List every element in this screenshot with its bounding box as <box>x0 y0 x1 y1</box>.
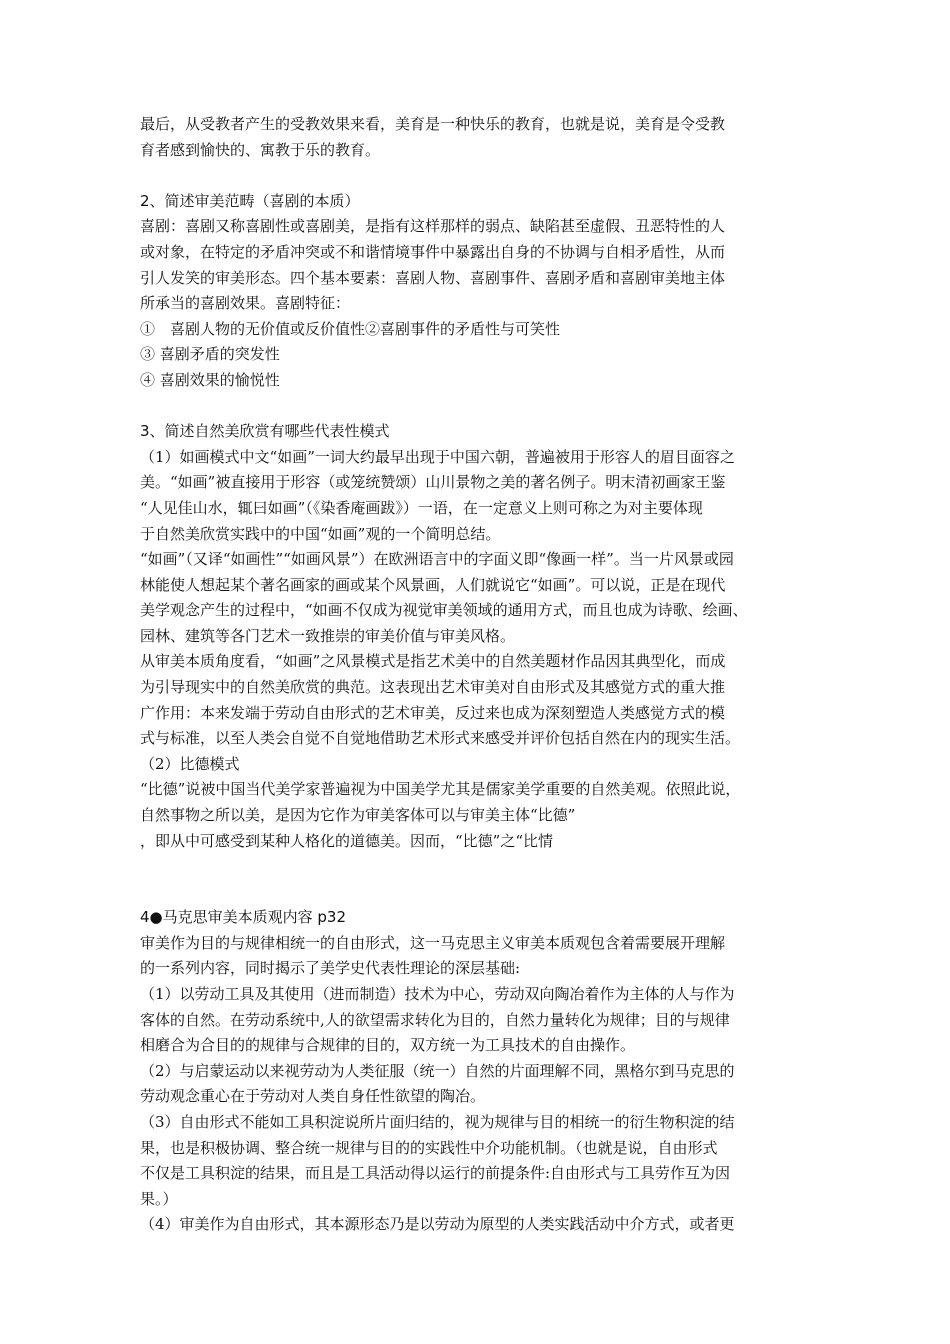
blank-line <box>140 394 830 420</box>
paragraph-line: 喜剧：喜剧又称喜剧性或喜剧美，是指有这样那样的弱点、缺陷甚至虚假、丑恶特性的人 <box>140 217 726 236</box>
paragraph-line: 广作用：本来发端于劳动自由形式的艺术审美，反过来也成为深刻塑造人类感觉方式的模 <box>140 703 726 722</box>
subsection-heading: （2）比德模式 <box>140 754 240 773</box>
paragraph-line: “如画”（又译“如画性”“如画风景”）在欧洲语言中的字面义即“像画一样”。当一片风景或园 <box>140 550 734 569</box>
paragraph-line: （3）自由形式不能如工具积淀说所片面归结的，视为规律与目的相统一的衍生物积淀的结 <box>140 1112 735 1131</box>
paragraph-line: 不仅是工具积淀的结果，而且是工具活动得以运行的前提条件:自由形式与工具劳作互为因 <box>140 1164 731 1183</box>
paragraph-line: 引人发笑的审美形态。四个基本要素：喜剧人物、喜剧事件、喜剧矛盾和喜剧审美地主体 <box>140 268 726 287</box>
paragraph-line: 所承当的喜剧效果。喜剧特征： <box>140 294 351 313</box>
paragraph-line: “人见佳山水，辄曰如画”（《染香庵画跋》）一语，在一定意义上则可称之为对主要体现 <box>140 498 703 517</box>
blank-line <box>140 163 830 189</box>
paragraph-line: 育者感到愉快的、寓教于乐的教育。 <box>140 140 381 159</box>
section-heading: 4●马克思审美本质观内容 p32 <box>140 908 347 927</box>
paragraph-line: （1）如画模式中文“如画”一词大约最早出现于中国六朝，普遍被用于形容人的眉目面容之 <box>140 447 735 466</box>
paragraph-line: 果。） <box>140 1189 178 1208</box>
paragraph-line: （1）以劳动工具及其使用（进而制造）技术为中心，劳动双向陶冶着作为主体的人与作为 <box>140 985 735 1003</box>
section-heading: 3、简述自然美欣赏有哪些代表性模式 <box>140 422 390 441</box>
paragraph-line: 为引导现实中的自然美欣赏的典范。这表现出艺术审美对自由形式及其感觉方式的重大推 <box>140 678 726 697</box>
paragraph-line: “比德”说被中国当代美学家普遍视为中国美学尤其是儒家美学重要的自然美观。依照此说， <box>140 780 741 799</box>
paragraph-line: 林能使人想起某个著名画家的画或某个风景画，人们就说它“如画”。可以说，正是在现代 <box>140 575 726 594</box>
paragraph-line: 审美作为目的与规律相统一的自由形式，这一马克思主义审美本质观包含着需要展开理解 <box>140 933 726 952</box>
paragraph-line: 美学观念产生的过程中，“如画不仅成为视觉审美领域的通用方式，而且也成为诗歌、绘画、 <box>140 601 748 620</box>
paragraph-line: ，即从中可感受到某种人格化的道德美。因而，“比德”之“比情 <box>140 831 554 850</box>
paragraph-line: 美。“如画”被直接用于形容（或笼统赞颂）山川景物之美的著名例子。明末清初画家王鉴 <box>140 473 726 492</box>
paragraph-line: （2）与启蒙运动以来视劳动为人类征服（统一）自然的片面理解不同，黑格尔到马克思的 <box>140 1061 735 1080</box>
paragraph-line: 或对象，在特定的矛盾冲突或不和谐情境事件中暴露出自身的不协调与自相矛盾性，从而 <box>140 242 726 261</box>
paragraph-line: 果，也是积极协调、整合统一规律与目的的实践性中介功能机制。（也就是说，自由形式 <box>140 1138 718 1157</box>
paragraph-line: 最后，从受教者产生的受教效果来看，美育是一种快乐的教育，也就是说，美育是令受教 <box>140 115 726 133</box>
section-heading: 2、简述审美范畴（喜剧的本质） <box>140 191 360 210</box>
blank-line <box>140 854 830 905</box>
paragraph-line: 自然事物之所以美，是因为它作为审美客体可以与审美主体“比德” <box>140 806 576 825</box>
list-item: ④ 喜剧效果的愉悦性 <box>140 370 280 389</box>
paragraph-line: 劳动观念重心在于劳动对人类自身任性欲望的陶冶。 <box>140 1087 486 1106</box>
paragraph-line: 的一系列内容，同时揭示了美学史代表性理论的深层基础: <box>140 959 521 978</box>
paragraph-line: 园林、建筑等各门艺术一致推崇的审美价值与审美风格。 <box>140 626 516 645</box>
section-3 <box>140 419 830 854</box>
paragraph-line: 相磨合为合目的的规律与合规律的目的，双方统一为工具技术的自由操作。 <box>140 1036 636 1055</box>
list-item: ③ 喜剧矛盾的突发性 <box>140 345 280 364</box>
paragraph-line: 从审美本质角度看，“如画”之风景模式是指艺术美中的自然美题材作品因其典型化，而成 <box>140 652 726 671</box>
paragraph-line: 客体的自然。在劳动系统中,人的欲望需求转化为目的，自然力量转化为规律；目的与规律 <box>140 1010 730 1029</box>
paragraph-line: 于自然美欣赏实践中的中国“如画”观的一个简明总结。 <box>140 524 501 543</box>
section-2 <box>140 189 830 394</box>
list-item: ① 喜剧人物的无价值或反价值性②喜剧事件的矛盾性与可笑性 <box>140 319 561 338</box>
paragraph-line: （4）审美作为自由形式，其本源形态乃是以劳动为原型的人类实践活动中介方式，或者更 <box>140 1215 735 1234</box>
section-1 <box>140 112 830 163</box>
section-4 <box>140 905 830 1238</box>
document-page <box>140 112 830 1238</box>
paragraph-line: 式与标准，以至人类会自觉不自觉地借助艺术形式来感受并评价包括自然在内的现实生活。 <box>140 729 741 748</box>
